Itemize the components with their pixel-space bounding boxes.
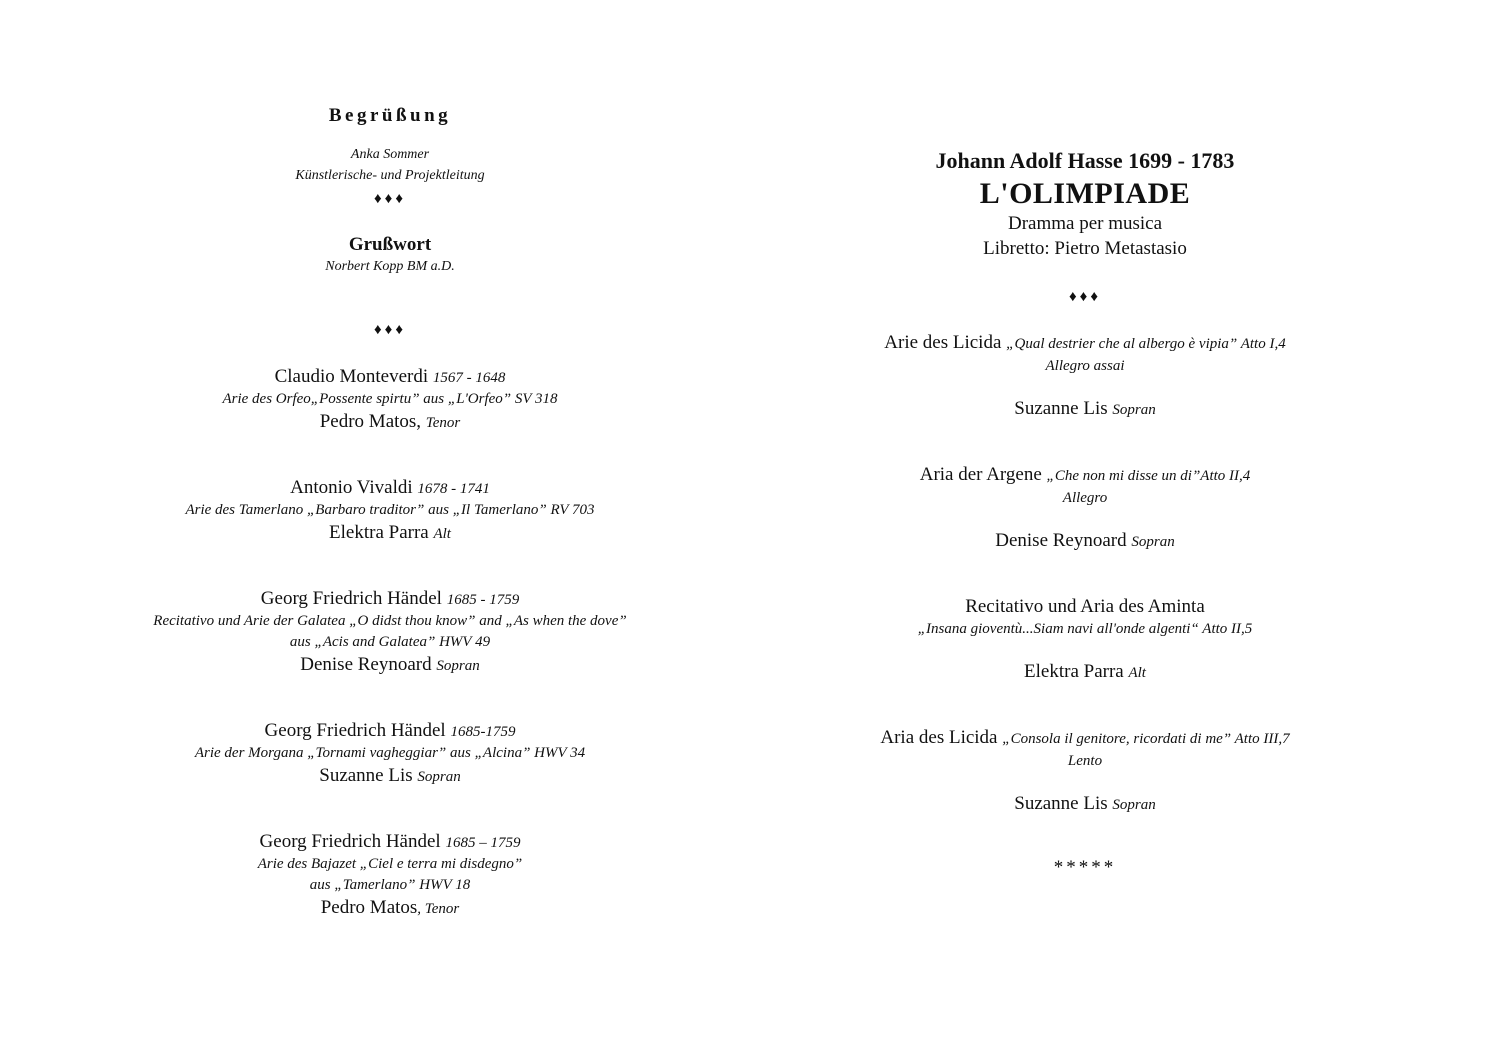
performer-name: Elektra Parra	[329, 522, 429, 543]
piece-work: Arie des Bajazet „Ciel e terra mi disdegno”	[257, 856, 523, 872]
performer-voice: Alt	[1128, 665, 1146, 681]
greeting-role: Künstlerische- und Projektleitung	[295, 168, 485, 183]
performer-name: Pedro Matos	[320, 897, 418, 918]
opera-composer-line: Johann Adolf Hasse 1699 - 1783	[935, 148, 1235, 173]
aria-performer-line	[800, 793, 1370, 815]
aria-tempo: Lento	[1067, 753, 1103, 769]
aria-heading-line	[800, 727, 1370, 749]
greeting-heading: Begrüßung	[328, 105, 452, 126]
composer-dates: 1685-1759	[450, 724, 516, 740]
piece-composer-line	[90, 831, 690, 853]
opera-genre: Dramma per musica	[1007, 213, 1163, 234]
performer-name: Suzanne Lis	[1014, 398, 1108, 419]
performer-name: Denise Reynoard	[300, 654, 432, 675]
end-asterisks: *****	[1053, 857, 1117, 878]
grusswort-name: Norbert Kopp BM a.D.	[325, 259, 455, 274]
performer-name: Denise Reynoard	[995, 530, 1127, 551]
composer-dates: 1685 - 1759	[446, 592, 520, 608]
piece-work: Arie der Morgana „Tornami vagheggiar” aus „Alcina” HWV 34	[194, 745, 586, 761]
performer-voice: , Tenor	[417, 901, 460, 917]
ornament-diamonds: ♦♦♦	[1069, 289, 1101, 305]
piece-performer-line	[90, 765, 690, 787]
piece-composer-line	[90, 366, 690, 388]
piece-work: aus „Tamerlano” HWV 18	[309, 877, 471, 893]
performer-voice: Sopran	[1131, 534, 1175, 550]
composer-dates: 1678 - 1741	[417, 481, 490, 497]
piece-work: Arie des Tamerlano „Barbaro traditor” aus „Il Tamerlano” RV 703	[185, 502, 595, 518]
aria-label: Arie des Licida	[884, 332, 1002, 353]
piece-composer-line	[90, 720, 690, 742]
piece-performer-line	[90, 654, 690, 676]
performer-name: Elektra Parra	[1024, 661, 1124, 682]
composer-dates: 1567 - 1648	[432, 370, 506, 386]
performer-voice: Sopran	[1112, 402, 1156, 418]
aria-title: „Consola il genitore, ricordati di me” Atto III,7	[1002, 731, 1290, 747]
performer-voice: Alt	[433, 526, 451, 542]
performer-name: Suzanne Lis	[319, 765, 413, 786]
piece-performer-line	[90, 522, 690, 544]
piece-performer-line	[90, 411, 690, 433]
ornament-diamonds: ♦♦♦	[374, 322, 406, 338]
aria-heading-line	[800, 332, 1370, 354]
aria-heading-line	[800, 464, 1370, 486]
aria-tempo: Allegro assai	[1045, 358, 1125, 374]
aria-tempo: Allegro	[1062, 490, 1108, 506]
performer-name: Suzanne Lis	[1014, 793, 1108, 814]
performer-voice: Tenor	[425, 415, 461, 431]
performer-voice: Sopran	[436, 658, 480, 674]
aria-performer-line	[800, 398, 1370, 420]
performer-voice: Sopran	[417, 769, 461, 785]
aria-label: Recitativo und Aria des Aminta	[965, 596, 1205, 617]
composer-name: Georg Friedrich Händel	[259, 831, 441, 852]
performer-name: Pedro Matos,	[319, 411, 422, 432]
aria-performer-line	[800, 530, 1370, 552]
composer-name: Georg Friedrich Händel	[260, 588, 442, 609]
composer-dates: 1685 – 1759	[445, 835, 521, 851]
composer-name: Claudio Monteverdi	[274, 366, 429, 387]
aria-label: Aria des Licida	[880, 727, 998, 748]
ornament-diamonds: ♦♦♦	[374, 191, 406, 207]
opera-libretto: Libretto: Pietro Metastasio	[983, 238, 1187, 259]
piece-performer-line	[90, 897, 690, 919]
composer-name: Antonio Vivaldi	[290, 477, 413, 498]
piece-work: aus „Acis and Galatea” HWV 49	[289, 634, 491, 650]
piece-work: Recitativo und Arie der Galatea „O didst thou know” and „As when the dove”	[153, 613, 627, 629]
composer-name: Georg Friedrich Händel	[264, 720, 446, 741]
grusswort-heading: Grußwort	[348, 234, 432, 255]
piece-work: Arie des Orfeo„Possente spirtu” aus „L'Orfeo” SV 318	[222, 391, 558, 407]
aria-title: „Qual destrier che al albergo è vipia” Atto I,4	[1006, 336, 1286, 352]
greeting-name: Anka Sommer	[350, 147, 430, 162]
aria-title: „Che non mi disse un di”Atto II,4	[1046, 468, 1251, 484]
aria-title: „Insana gioventù...Siam navi all'onde algenti“ Atto II,5	[917, 621, 1253, 637]
performer-voice: Sopran	[1112, 797, 1156, 813]
piece-composer-line	[90, 477, 690, 499]
opera-title: L'OLIMPIADE	[979, 177, 1191, 210]
aria-performer-line	[800, 661, 1370, 683]
aria-label: Aria der Argene	[919, 464, 1042, 485]
piece-composer-line	[90, 588, 690, 610]
